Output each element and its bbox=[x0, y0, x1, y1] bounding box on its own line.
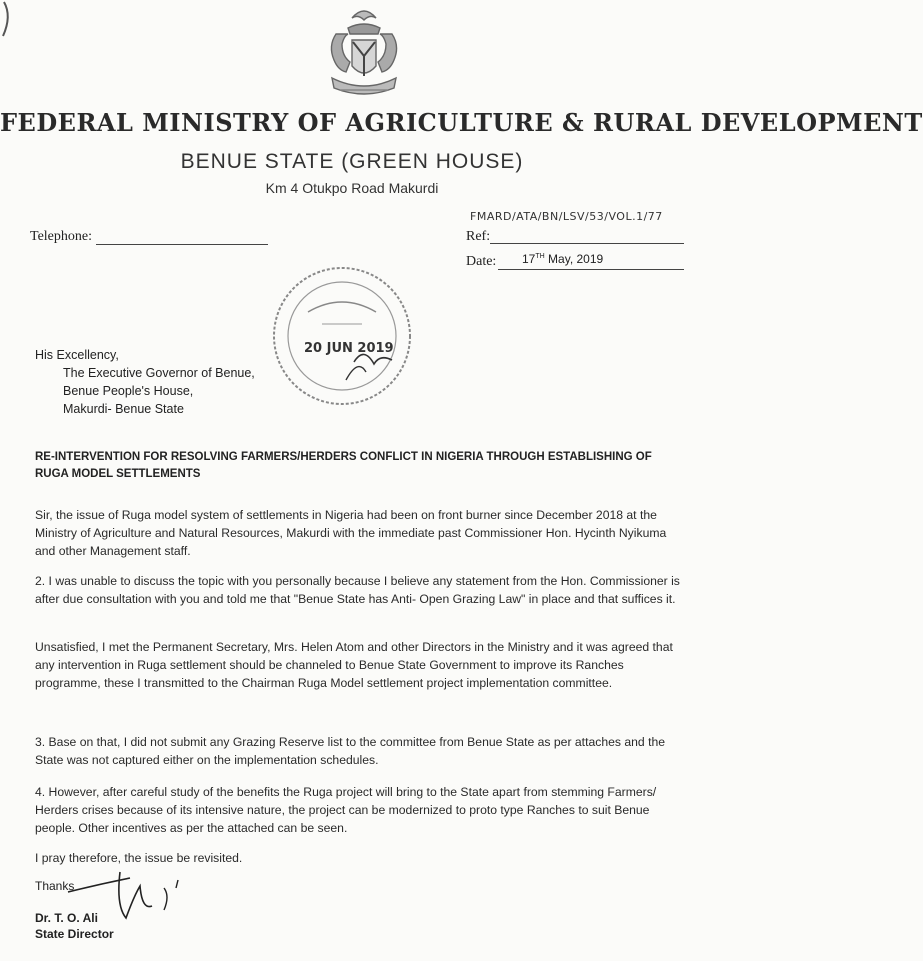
signatory-name: Dr. T. O. Ali bbox=[35, 911, 98, 925]
body-paragraph-4: 3. Base on that, I did not submit any Grazing Reserve list to the committee from Benue State as per attaches and the State was not captured either on the implementation schedules. bbox=[35, 735, 666, 767]
body-paragraph-6: I pray therefore, the issue be revisited. bbox=[35, 851, 243, 865]
body-paragraph-1: Sir, the issue of Ruga model system of settlements in Nigeria had been on front burner since December 2018 at the Ministry of Agriculture and Natural Resources, Makurdi with the immediate past Commissioner Hon. Hycinth Nyikuma and other Management staff. bbox=[35, 508, 667, 558]
body-paragraph-5: 4. However, after careful study of the benefits the Ruga project will bring to the State apart from stemming Farmers/ Herders crises because of its intensive nature, the project can be modernized to proto type Ranches to suit Benue people. Other incentives as per the attached can be seen. bbox=[35, 785, 657, 835]
stamp-date: 20 JUN 2019 bbox=[304, 341, 394, 356]
received-stamp-icon bbox=[268, 262, 416, 410]
closing-thanks: Thanks bbox=[35, 879, 75, 893]
letter-subject: RE-INTERVENTION FOR RESOLVING FARMERS/HERDERS CONFLICT IN NIGERIA THROUGH ESTABLISHING OF RUGA MODEL SETTLEMENTS bbox=[35, 451, 652, 480]
body-paragraph-2: 2. I was unable to discuss the topic with you personally because I believe any statement from the Hon. Commissioner is after due consultation with you and told me that "Benue State has Anti- Open Grazing Law" in place and that suffices it. bbox=[35, 574, 680, 606]
addressee-salutation: His Excellency, bbox=[35, 348, 119, 362]
office-address: Km 4 Otukpo Road Makurdi bbox=[265, 180, 439, 196]
date-line bbox=[498, 268, 684, 270]
ref-label: Ref: bbox=[466, 229, 491, 244]
addressee-block bbox=[35, 346, 255, 418]
closing-block bbox=[35, 876, 114, 944]
date-label: Date: bbox=[466, 254, 497, 269]
letter-date: 17TH May, 2019 bbox=[522, 252, 604, 266]
addressee-line: The Executive Governor of Benue, bbox=[63, 366, 255, 380]
telephone-line bbox=[96, 243, 268, 245]
scan-corner-mark-icon bbox=[0, 0, 30, 40]
ministry-title: FEDERAL MINISTRY OF AGRICULTURE & RURAL DEVELOPMENT bbox=[0, 108, 923, 137]
coat-of-arms-icon bbox=[322, 4, 406, 110]
addressee-line: Benue People's House, bbox=[63, 384, 194, 398]
office-name: BENUE STATE (GREEN HOUSE) bbox=[180, 150, 524, 173]
body-paragraph-3: Unsatisfied, I met the Permanent Secretary, Mrs. Helen Atom and other Directors in the Ministry and it was agreed that any intervention in Ruga settlement should be channeled to Benue State Government to improve its Ranches programme, these I transmitted to the Chairman Ruga Model settlement project implementation committee. bbox=[35, 640, 673, 690]
telephone-label: Telephone: bbox=[30, 229, 92, 244]
ref-line bbox=[490, 242, 684, 244]
addressee-line: Makurdi- Benue State bbox=[63, 402, 184, 416]
signatory-title: State Director bbox=[35, 927, 114, 941]
reference-code: FMARD/ATA/BN/LSV/53/VOL.1/77 bbox=[470, 210, 663, 223]
